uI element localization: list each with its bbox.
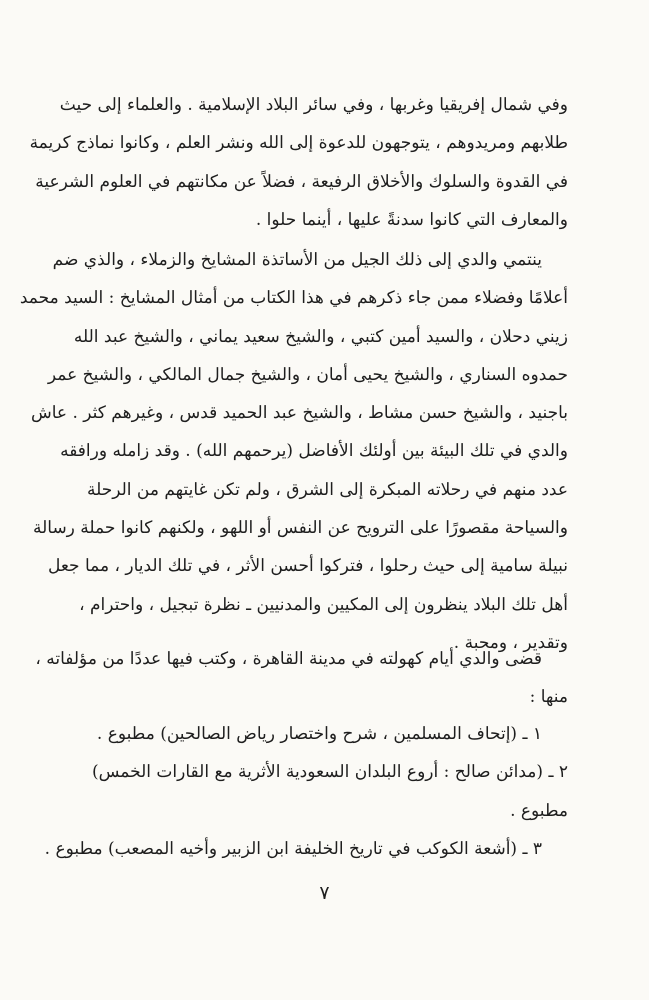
text-line: نبيلة سامية إلى حيث رحلوا ، فتركوا أحسن الأثر ، في تلك الديار ، مما جعل bbox=[47, 556, 568, 577]
text-line: ٢ ـ (مدائن صالح : أروع البلدان السعودية الأثرية مع القارات الخمس) bbox=[92, 762, 568, 783]
text-line: قضى والدي أيام كهولته في مدينة القاهرة ، وكتب فيها عددًا من مؤلفاته ، bbox=[35, 649, 542, 669]
text-line: والدي في تلك البيئة بين أولئك الأفاضل (يرحمهم الله) . وقد زامله ورافقه bbox=[60, 441, 568, 462]
paragraph-2 bbox=[19, 241, 568, 662]
page-number: ٧ bbox=[319, 882, 330, 904]
paragraph-1 bbox=[29, 86, 568, 239]
text-line: والمعارف التي كانوا سدنةً عليها ، أينما حلوا . bbox=[255, 209, 568, 230]
text-line: منها : bbox=[529, 687, 568, 708]
paragraph-3 bbox=[35, 640, 568, 717]
text-line: والسياحة مقصورًا على الترويح عن النفس أو اللهو ، ولكنهم كانوا حملة رسالة bbox=[32, 518, 568, 539]
text-line: وفي شمال إفريقيا وغربها ، وفي سائر البلاد الإسلامية . والعلماء إلى حيث bbox=[59, 95, 568, 115]
list-item bbox=[44, 830, 568, 868]
text-line: باجنيد ، والشيخ حسن مشاط ، والشيخ عبد الحميد قدس ، وغيرهم كثر . عاش bbox=[31, 403, 568, 424]
text-line: وتقدير ، ومحبة . bbox=[453, 632, 568, 653]
text-line: ينتمي والدي إلى ذلك الجيل من الأساتذة المشايخ والزملاء ، والذي ضم bbox=[52, 250, 542, 270]
text-line: ١ ـ (إتحاف المسلمين ، شرح واختصار رياض الصالحين) مطبوع . bbox=[96, 724, 542, 744]
text-line: مطبوع . bbox=[510, 800, 568, 821]
text-line: زيني دحلان ، والسيد أمين كتبي ، والشيخ سعيد يماني ، والشيخ عبد الله bbox=[73, 326, 568, 347]
text-line: في القدوة والسلوك والأخلاق الرفيعة ، فضلاً عن مكانتهم في العلوم الشرعية bbox=[35, 171, 568, 192]
works-list bbox=[44, 715, 568, 868]
text-line: ٣ ـ (أشعة الكوكب في تاريخ الخليفة ابن الزبير وأخيه المصعب) مطبوع . bbox=[44, 838, 542, 859]
list-item bbox=[92, 715, 568, 753]
text-line: عدد منهم في رحلاته المبكرة إلى الشرق ، ولم تكن غايتهم من الرحلة bbox=[86, 479, 568, 500]
text-line: أهل تلك البلاد ينظرون إلى المكيين والمدنيين ـ نظرة تبجيل ، واحترام ، bbox=[79, 594, 568, 615]
text-line: حمدوه السناري ، والشيخ يحيى أمان ، والشيخ جمال المالكي ، والشيخ عمر bbox=[47, 364, 568, 385]
text-line: طلابهم ومريدوهم ، يتوجهون للدعوة إلى الله ونشر العلم ، وكانوا نماذج كريمة bbox=[29, 133, 568, 154]
list-item bbox=[92, 753, 568, 830]
text-line: أعلامًا وفضلاء ممن جاء ذكرهم في هذا الكتاب من أمثال المشايخ : السيد محمد bbox=[19, 288, 568, 309]
